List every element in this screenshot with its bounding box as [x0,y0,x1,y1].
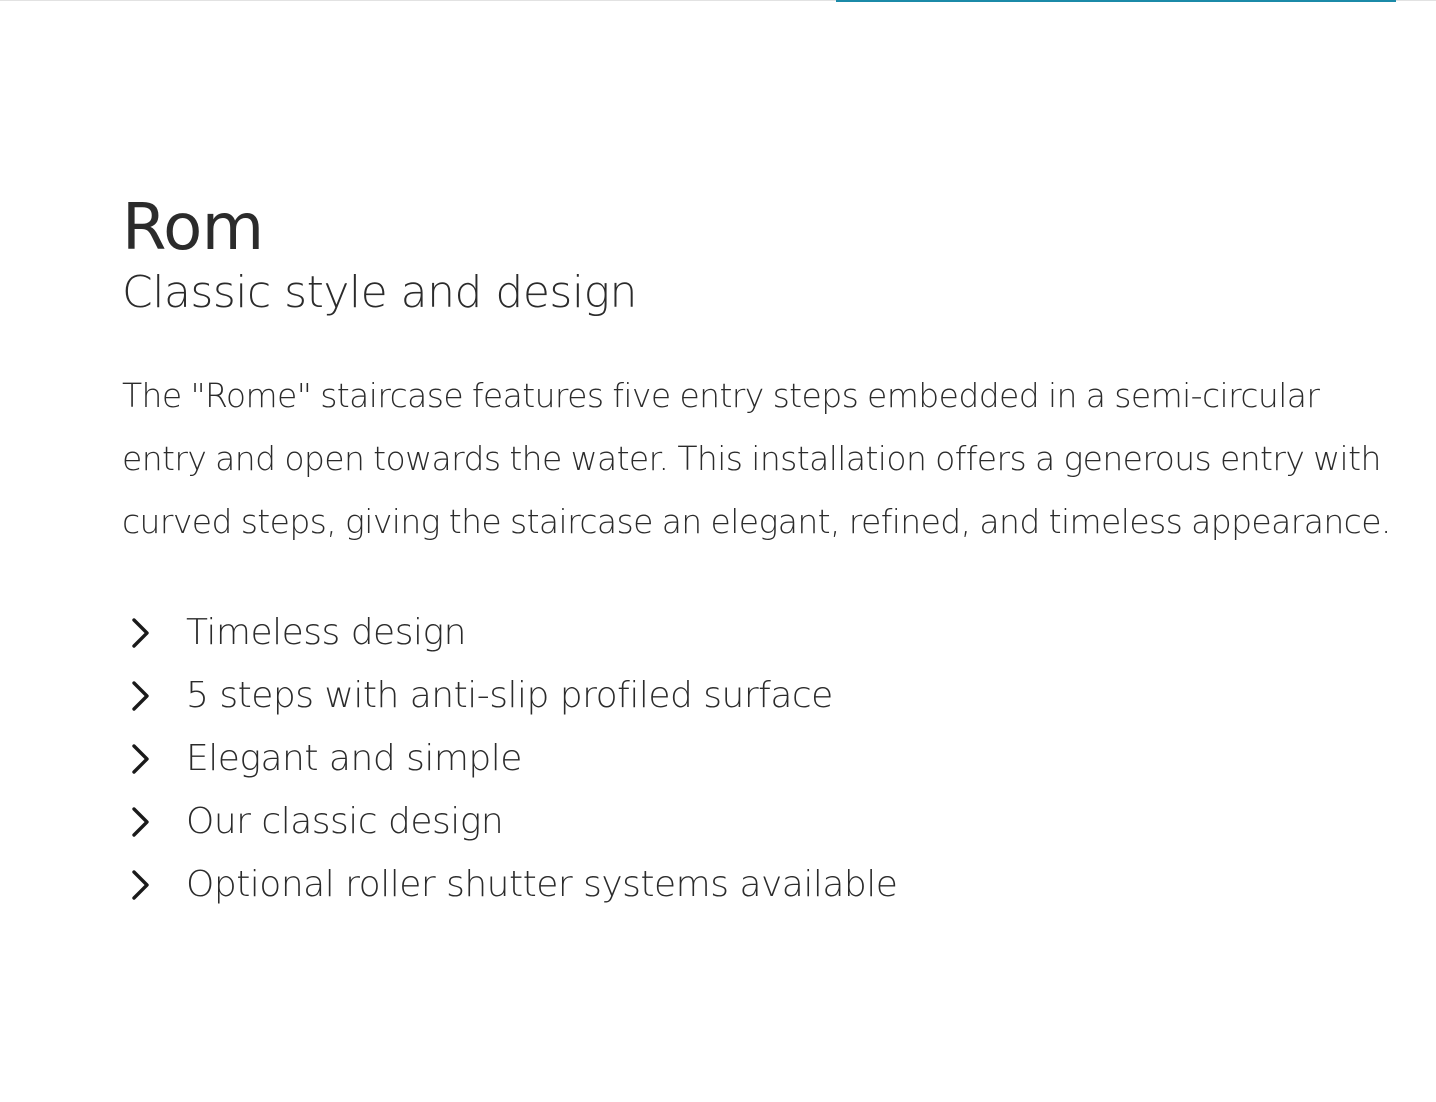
feature-label: Optional roller shutter systems available [186,864,898,905]
feature-item [122,601,1392,664]
product-subtitle: Classic style and design [122,267,637,318]
active-tab-indicator [836,0,1396,2]
product-details [122,190,1392,916]
chevron-right-icon [130,868,152,902]
feature-item [122,790,1392,853]
feature-label: Elegant and simple [186,738,522,779]
chevron-right-icon [130,679,152,713]
feature-label: Timeless design [186,612,466,653]
product-title: Rom [122,191,264,265]
feature-list [122,601,1392,916]
chevron-right-icon [130,805,152,839]
product-description: The "Rome" staircase features five entry steps embedded in a semi-circular entry and open towards the water. This installation offers a generous entry with curved steps, giving the staircase an elegant, refined, and timeless appearance. [122,376,1391,541]
feature-item [122,664,1392,727]
feature-item [122,853,1392,916]
chevron-right-icon [130,742,152,776]
chevron-right-icon [130,616,152,650]
feature-label: 5 steps with anti-slip profiled surface [186,675,833,716]
feature-item [122,727,1392,790]
feature-label: Our classic design [186,801,504,842]
